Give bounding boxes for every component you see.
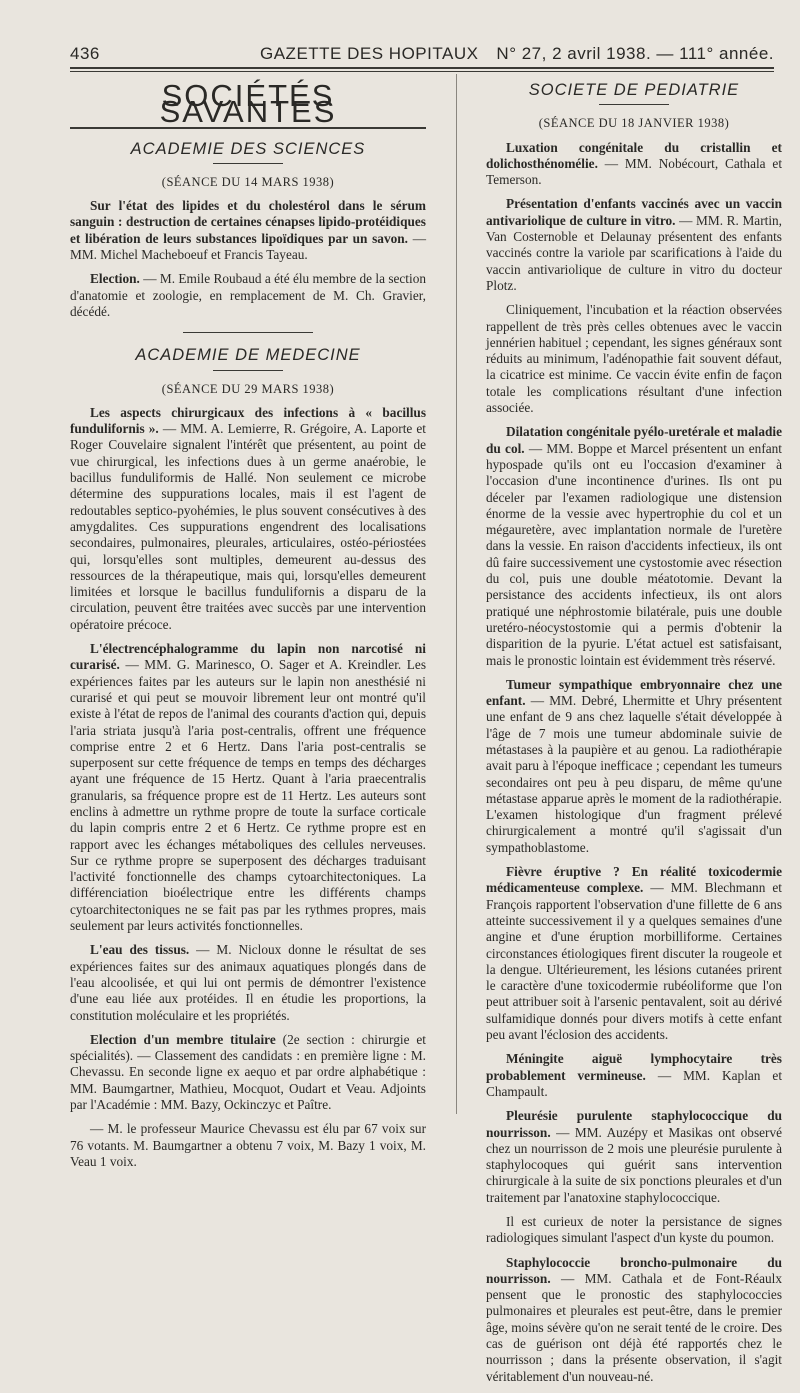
article-body: — MM. A. Lemierre, R. Grégoire, A. Laporte et Roger Couvelaire signalent l'intérêt que présentent, au point de vue chirurgical, les infections dues à un germe anaérobie, le bacillus funduliformis de Hallé. Non seulement ce microbe détermine des suppurations locales, mais il est l'agent de redoutables septico-pyohémies, le plus souvent consécutives à des amygdalites. Ces suppurations engendrent des localisations secondaires, pulmonaires, pleurales, articulaires, ostéo-périostées qui, lorsqu'elles sont multiples, demeurent au-dessus des ressources de la thérapeutique, mais qui, lorsqu'elles demeurent limitées et lorsque le bacillus fundulifornis a disparu de la circulation, peuvent être traitées avec succès par une intervention opératoire précoce. bbox=[70, 421, 427, 632]
article-body: — MM. Cathala et de Font-Réaulx pensent que le pronostic des staphylococcies pulmonaires et pleurales est peut-être, dans le premier âge, moins sévère qu'on ne serait tenté de le croire. Des cas de guérison ont déjà été rapportés chez le nourrisson ; dans la présente observation, il s'agit véritablement d'un nouveau-né. bbox=[486, 1270, 783, 1384]
running-header bbox=[70, 44, 774, 68]
article-title: L'électrencéphalogramme du lapin non narcotisé ni curarisé. bbox=[70, 641, 426, 673]
article-title: Pleurésie purulente staphylococcique du nourrisson. bbox=[486, 1108, 782, 1140]
article-title: Méningite aiguë lymphocytaire très probablement vermineuse. bbox=[486, 1051, 782, 1083]
article-body: — MM. Debré, Lhermitte et Uhry présentent une enfant de 9 ans chez laquelle s'était développée à l'âge de 7 mois une tumeur abdominale suivie de métastases à la paupière et au genou. La radiothérapie avait paru à l'époque inefficace ; cependant les tumeurs secondaires ont peu à peu disparu, de même qu'une métastase apparue après le moment de la radiothérapie. L'examen histologique d'un fragment prélevé chirurgicalement a montré qu'il s'agissait d'un sympathoblastome. bbox=[486, 693, 782, 855]
journal-title: GAZETTE DES HOPITAUX bbox=[260, 44, 479, 63]
article-body: — MM. Nobécourt, Cathala et Temerson. bbox=[486, 155, 783, 188]
article bbox=[486, 424, 782, 668]
article-title: Luxation congénitale du cristallin et dolichosthénomélie. bbox=[486, 139, 782, 171]
article bbox=[70, 1121, 426, 1170]
article-body: — MM. Auzépy et Masikas ont observé chez un nourrisson de 2 mois une pleurésie purulente à staphylocoques qui guérit sans intervention chirurgicale à la suite de six ponctions pleurales et d'un traitement par l'anatoxine staphylococcique. bbox=[486, 1124, 783, 1205]
article bbox=[70, 1032, 426, 1113]
article-title: Fièvre éruptive ? En réalité toxicodermie médicamenteuse complexe. bbox=[486, 864, 782, 896]
heading-rule bbox=[213, 370, 283, 371]
article-body: — MM. G. Marinesco, O. Sager et A. Kreindler. Les expériences faites par les auteurs sur le lapin non anesthésié ni curarisé et qui peut se mouvoir librement leur ont montré qu'il existe à l'état de repos de l'animal des courants d'action qui, depuis l'aria striata jusqu'à l'aria post-centralis, offrent une fréquence comprise entre 2 et 6 Hertz. Dans l'aria post-centralis se superposent sur cette fréquence de temps en temps des décharges ayant une fréquence de 15 Hertz. Quant à l'aria praecentralis granularis, sa fréquence propre est de 11 Hertz. Les auteurs sont enclins à admettre un rythme propre de toute la surface corticale du lapin compris entre 2 et 6 Hertz. Ce rythme propre est en rapport avec les échanges métaboliques des cellules nerveuses. Sur ce rythme propre se superposent des décharges traduisant l'activité fonctionnelle des champs cytoarchitectoniques. La différenciation bioélectrique entre les différents champs cytoarchitectoniques ne se fait pas par les rythmes propres, mais seulement par leurs activités fonctionnelles. bbox=[70, 657, 426, 934]
section-separator bbox=[183, 332, 313, 333]
header-rule-thin bbox=[70, 71, 774, 72]
seance-date: (SÉANCE DU 29 MARS 1938) bbox=[161, 381, 335, 396]
article bbox=[486, 677, 782, 856]
header-rule bbox=[70, 67, 774, 69]
article-title: L'eau des tissus. bbox=[90, 942, 190, 958]
page-number: 436 bbox=[70, 44, 100, 63]
article bbox=[70, 271, 426, 320]
article-body: — M. le professeur Maurice Chevassu est élu par 67 voix sur 76 votants. M. Baumgartner a obtenu 7 voix, M. Bazy 1 voix, M. Veau 1 voix. bbox=[70, 1121, 426, 1169]
column-divider bbox=[456, 74, 457, 1114]
article bbox=[486, 1108, 782, 1206]
article bbox=[70, 641, 426, 934]
article-body: — M. Emile Roubaud a été élu membre de la section d'anatomie et zoologie, en remplacement de M. Ch. Gravier, décédé. bbox=[70, 271, 426, 319]
article-body: — MM. Boppe et Marcel présentent un enfant hypospade qu'ils ont eu l'occasion d'examiner à l'occasion d'une incontinence d'urines. Ils ont pu déceler par l'examen radiologique une distension énorme de la vessie avec hypertrophie du col et un mégauretère, avec implantation normale de l'uretère dans la vessie. En raison d'accidents infectieux, ils ont dû faire successivement une cystostomie avec résection du col, puis une double méatotomie. Devant la persistance des accidents infectieux, ils ont alors pratiqué une néphrostomie bilatérale, puis une double uretéro-néocystostomie qui a permis d'obtenir la disparition de la pyurie. L'état actuel est satisfaisant, mais le pronostic lointain est évidemment très réservé. bbox=[486, 440, 782, 668]
seance-date: (SÉANCE DU 14 MARS 1938) bbox=[161, 174, 335, 189]
article bbox=[486, 864, 782, 1043]
article-body: — M. Nicloux donne le résultat de ses expériences faites sur des animaux aquatiques plongés dans de l'eau alcoolisée, et qui lui ont permis de démontrer l'existence d'une eau liée aux protéides. Il en étudie les proportions, la constitution moléculaire et les propriétés. bbox=[70, 942, 426, 1023]
issue-info: N° 27, 2 avril 1938. — 111° année. bbox=[496, 44, 774, 63]
article-title: Présentation d'enfants vaccinés avec un vaccin antivariolique de culture in vitro. bbox=[486, 196, 782, 228]
article-body: (2e section : chirurgie et spécialités). — Classement des candidats : en première ligne : M. Chevassu. En seconde ligne ex aequo et par ordre alphabétique : MM. Baumgartner, Mathieu, Mocquot, Oudart et Veau. Adjoints par l'Académie : MM. Bazy, Ockinczyc et Paître. bbox=[70, 1031, 427, 1113]
academie-sciences-heading: ACADEMIE DES SCIENCES bbox=[130, 139, 366, 158]
article-title: Election d'un membre titulaire bbox=[90, 1031, 276, 1047]
article-body: — MM. Michel Macheboeuf et Francis Tayeau. bbox=[70, 230, 426, 263]
article-continued: Il est curieux de noter la persistance de signes radiologiques simulant l'aspect d'un kyste du poumon. bbox=[486, 1214, 782, 1246]
article-title: Sur l'état des lipides et du cholestérol dans le sérum sanguin : destruction de certaines cénapses lipido-protéidiques et libération de leurs substances lipoïdiques par un savon. bbox=[70, 198, 426, 246]
article-title: Les aspects chirurgicaux des infections à « bacillus fundulifornis ». bbox=[70, 404, 426, 437]
article bbox=[486, 1051, 782, 1100]
societe-pediatrie-heading: SOCIETE DE PEDIATRIE bbox=[528, 81, 740, 99]
left-column bbox=[70, 74, 426, 1178]
article-body: — MM. R. Martin, Van Costernoble et Delaunay présentent des enfants vaccinés contre la variole par scarifications à l'aide du vaccin antivariolique de culture in vitro du docteur Plotz. bbox=[486, 212, 782, 293]
article bbox=[70, 405, 426, 633]
seance-date: (SÉANCE DU 18 JANVIER 1938) bbox=[538, 116, 730, 131]
article bbox=[486, 1255, 782, 1385]
article-title: Tumeur sympathique embryonnaire chez une enfant. bbox=[486, 676, 782, 709]
article bbox=[70, 198, 426, 263]
article-title: Election. bbox=[90, 271, 140, 287]
article-body: — MM. Kaplan et Champault. bbox=[486, 1067, 783, 1099]
section-main-title: SOCIÉTÉS SAVANTES bbox=[159, 78, 337, 130]
article-body: — MM. Blechmann et François rapportent l'observation d'une fillette de 6 ans atteinte successivement il y a quelques semaines d'une angine et d'une éruption morbilliforme. Certaines circonstances étiologiques firent discuter la rougeole et la dengue. Ultérieurement, les lésions cutanées prirent le caractère d'une toxicodermie rubéoliforme que l'on peut attribuer soit à l'arsenic pentavalent, soit au dérivé sulfamidique donnés pour divers motifs à cette enfant peu avant l'éclosion des accidents. bbox=[486, 880, 782, 1043]
right-column bbox=[486, 74, 782, 1393]
heading-rule bbox=[213, 163, 283, 164]
article-title: Staphylococcie broncho-pulmonaire du nourrisson. bbox=[486, 1254, 782, 1286]
heading-rule bbox=[599, 104, 669, 105]
academie-medecine-heading: ACADEMIE DE MEDECINE bbox=[135, 346, 361, 365]
article bbox=[70, 942, 426, 1023]
article-title: Dilatation congénitale pyélo-uretérale et maladie du col. bbox=[486, 424, 782, 456]
article-continued: Cliniquement, l'incubation et la réaction observées rappellent de très près celles obtenues avec le vaccin jennérien habituel ; cependant, les signes généraux sont réduits au minimum, l'adénopathie fait souvent défaut, la cicatrice est minime. Ce vaccin évite enfin de façon totale les complications résultant d'une infection associée. bbox=[486, 302, 782, 416]
article bbox=[486, 196, 782, 294]
article bbox=[486, 140, 782, 189]
